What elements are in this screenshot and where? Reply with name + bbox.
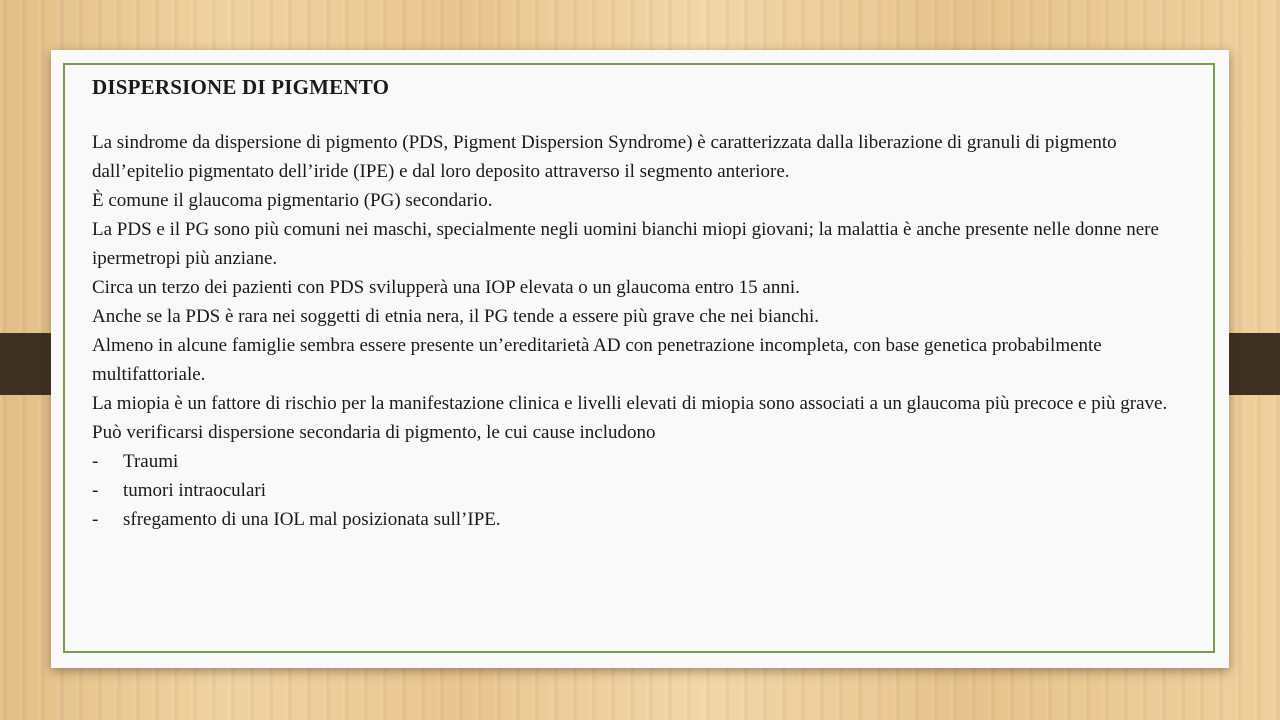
paragraph-pds-definition: La sindrome da dispersione di pigmento (PDS, Pigment Dispersion Syndrome) è caratterizzata dalla liberazione di granuli di pigmento dall’epitelio pigmentato dell’iride (IPE) e dal loro deposito attraverso il segmento anteriore. xyxy=(92,132,1117,182)
paragraph-pg-common: È comune il glaucoma pigmentario (PG) secondario. xyxy=(92,190,493,211)
paragraph-secondary-dispersion: Può verificarsi dispersione secondaria di pigmento, le cui cause includono xyxy=(92,422,656,443)
slide-content xyxy=(92,70,1197,534)
paragraph-heredity: Almeno in alcune famiglie sembra essere presente un’ereditarietà AD con penetrazione incompleta, con base genetica probabilmente multifattoriale. xyxy=(92,335,1102,385)
bullet-marker: - xyxy=(92,480,99,501)
paragraph-epidemiology: La PDS e il PG sono più comuni nei maschi, specialmente negli uomini bianchi miopi giovani; la malattia è anche presente nelle donne nere ipermetropi più anziane. xyxy=(92,219,1159,269)
bullet-marker: - xyxy=(92,509,99,530)
slide-title: DISPERSIONE DI PIGMENTO xyxy=(92,75,390,99)
list-item xyxy=(92,447,1197,476)
bullet-marker: - xyxy=(92,451,99,472)
paragraph-ethnicity: Anche se la PDS è rara nei soggetti di etnia nera, il PG tende a essere più grave che nei bianchi. xyxy=(92,306,820,327)
list-item-text: tumori intraoculari xyxy=(123,480,266,501)
slide-card xyxy=(51,50,1229,668)
left-decorative-band xyxy=(0,333,56,395)
list-item xyxy=(92,505,1197,534)
list-item-text: Traumi xyxy=(123,451,179,472)
list-item-text: sfregamento di una IOL mal posizionata sull’IPE. xyxy=(123,509,501,530)
list-item xyxy=(92,476,1197,505)
paragraph-myopia-risk: La miopia è un fattore di rischio per la manifestazione clinica e livelli elevati di miopia sono associati a un glaucoma più precoce e più grave. xyxy=(92,393,1168,414)
paragraph-iop-risk: Circa un terzo dei pazienti con PDS svilupperà una IOP elevata o un glaucoma entro 15 anni. xyxy=(92,277,800,298)
